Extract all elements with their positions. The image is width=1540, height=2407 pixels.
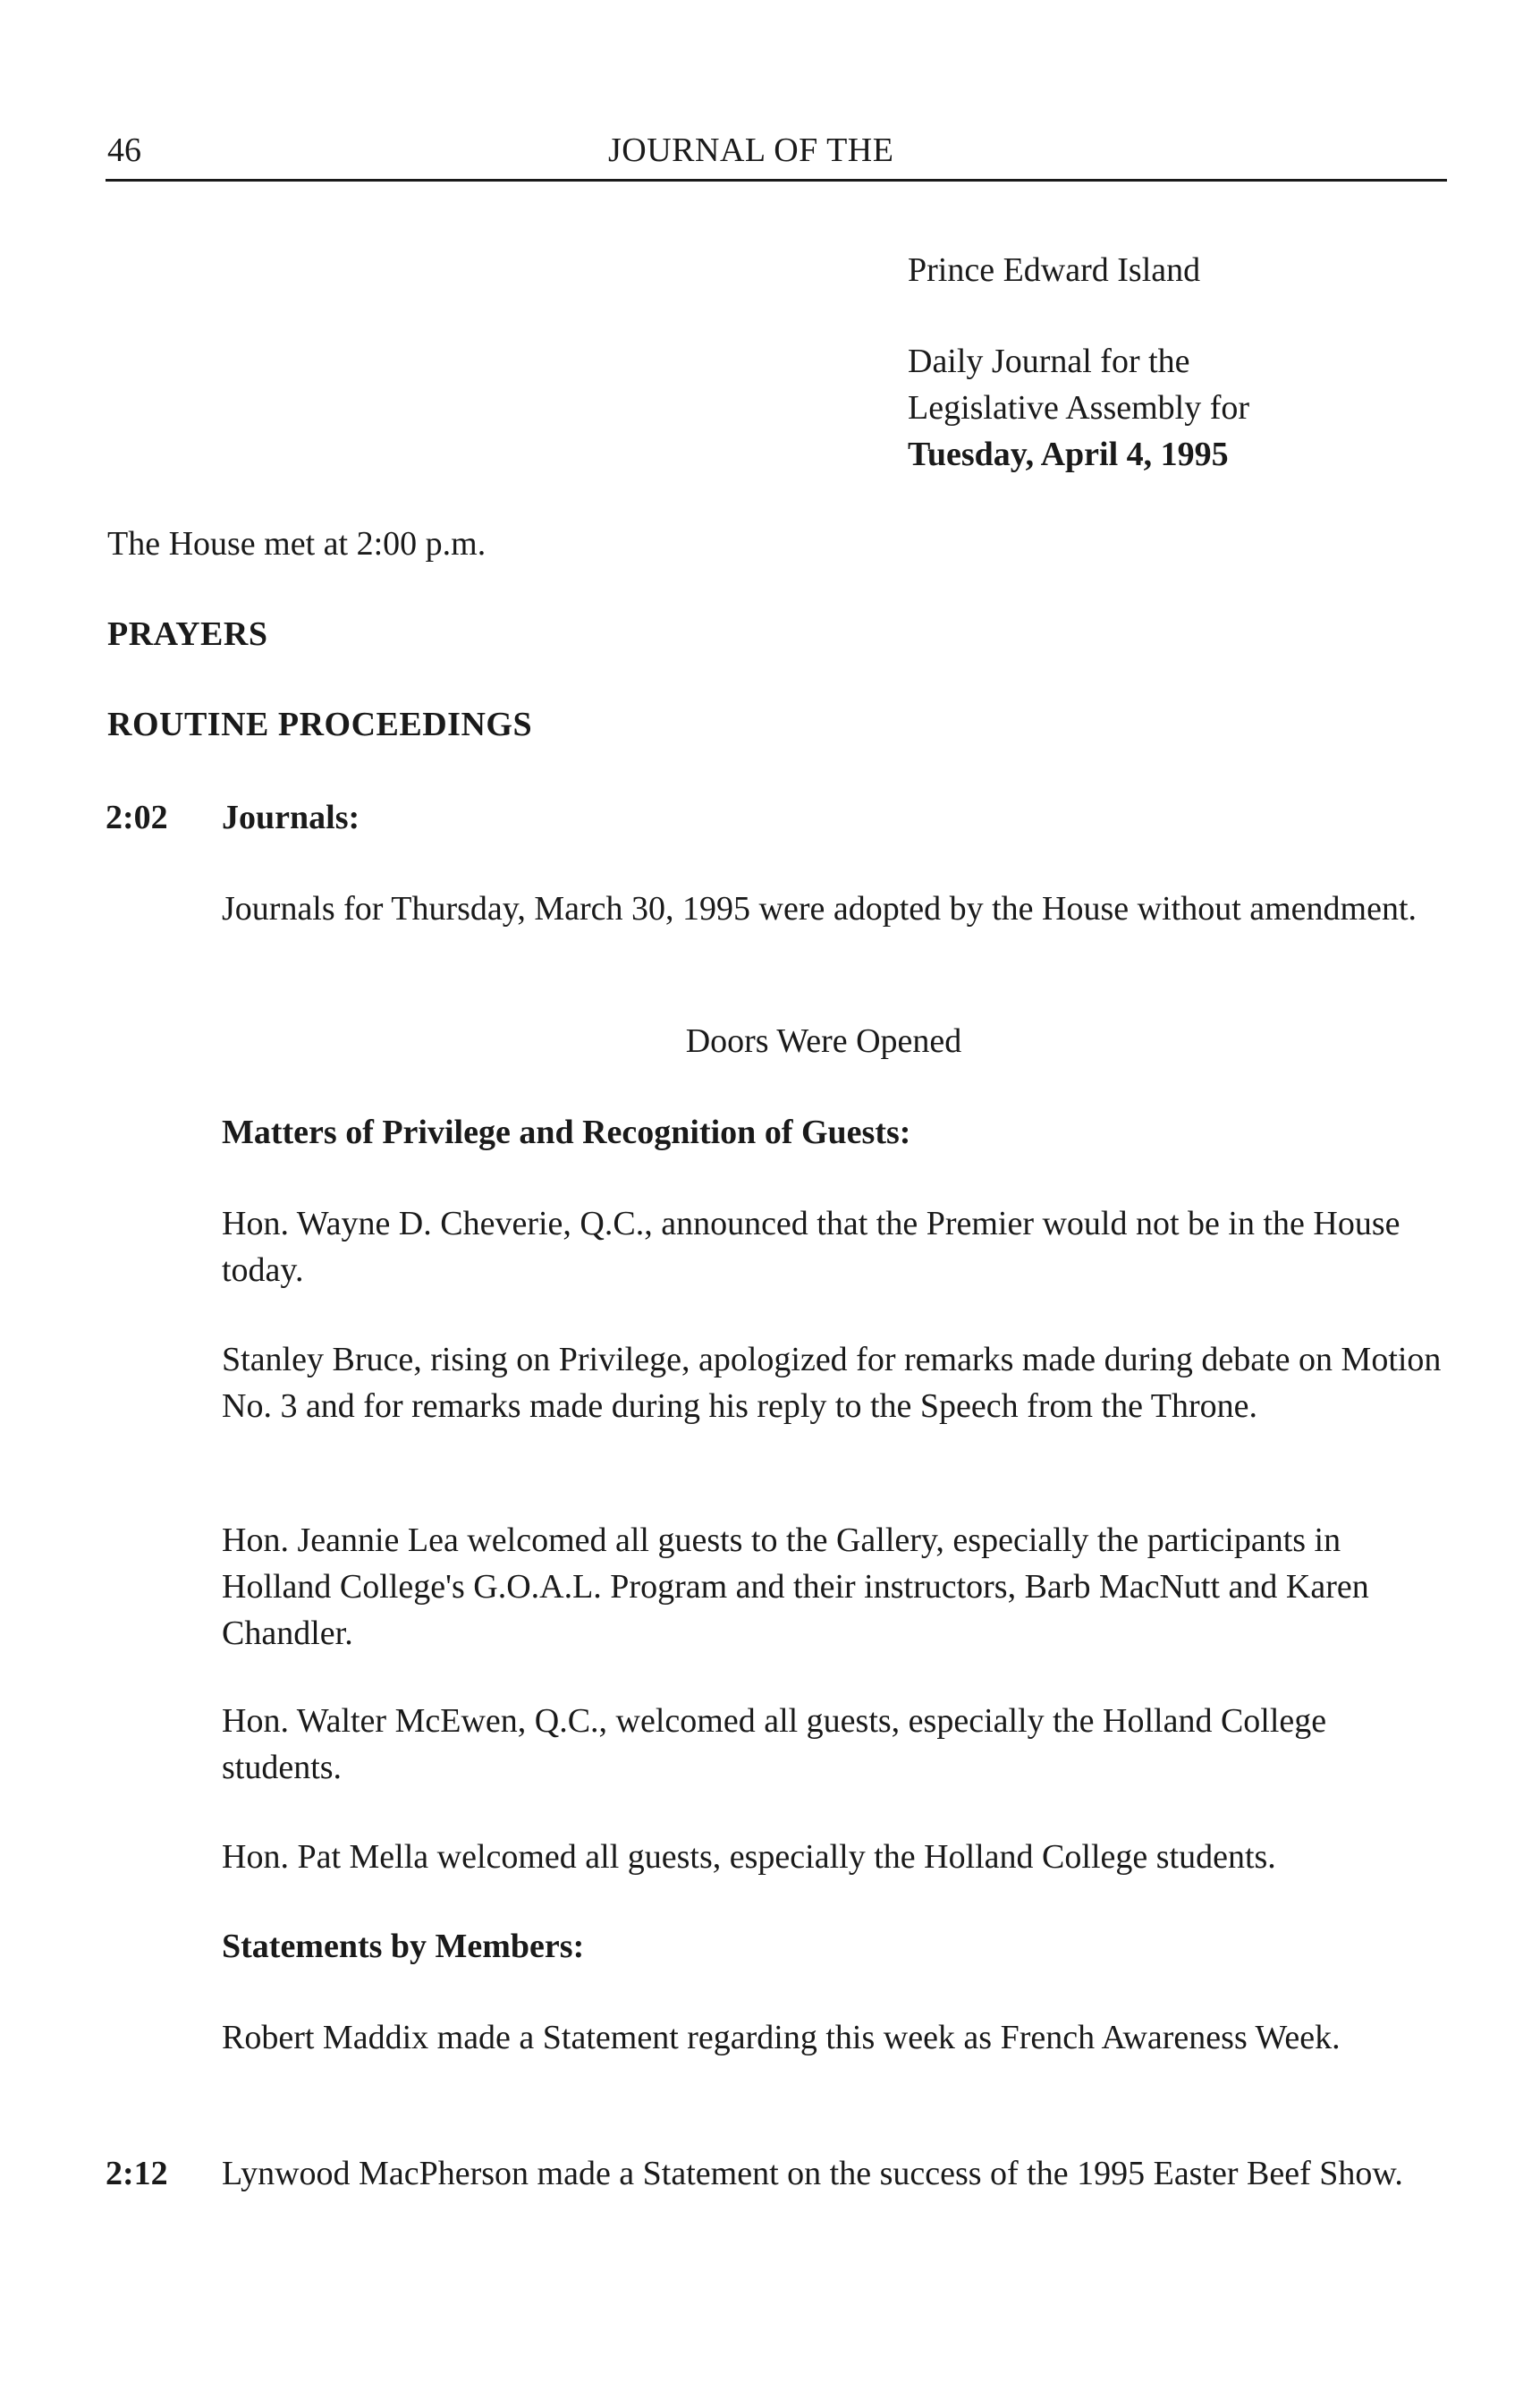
privilege-paragraph: Hon. Walter McEwen, Q.C., welcomed all guests, especially the Holland College students. <box>222 1702 1327 1786</box>
journal-title-line2: Legislative Assembly for <box>908 389 1250 427</box>
journal-date: Tuesday, April 4, 1995 <box>908 436 1229 473</box>
privilege-heading: Matters of Privilege and Recognition of Guests: <box>222 1114 911 1151</box>
province-name: Prince Edward Island <box>908 251 1201 289</box>
time-stamp: 2:02 <box>106 799 168 836</box>
statement-paragraph: Lynwood MacPherson made a Statement on the success of the 1995 Easter Beef Show. <box>222 2155 1403 2192</box>
statement-paragraph: Robert Maddix made a Statement regarding this week as French Awareness Week. <box>222 2019 1341 2056</box>
prayers-heading: PRAYERS <box>107 615 268 653</box>
time-stamp: 2:12 <box>106 2155 168 2192</box>
privilege-paragraph: Stanley Bruce, rising on Privilege, apologized for remarks made during debate on Motion No. 3 and for remarks made during his reply to the Speech from the Throne. <box>222 1341 1442 1425</box>
doors-opened-note: Doors Were Opened <box>685 1022 962 1060</box>
opening-time: The House met at 2:00 p.m. <box>107 525 487 563</box>
privilege-paragraph: Hon. Pat Mella welcomed all guests, especially the Holland College students. <box>222 1838 1276 1876</box>
journals-paragraph: Journals for Thursday, March 30, 1995 were adopted by the House without amendment. <box>222 890 1417 928</box>
statements-heading: Statements by Members: <box>222 1928 585 1965</box>
header-rule <box>106 179 1447 182</box>
journals-heading: Journals: <box>222 799 360 836</box>
page-number: 46 <box>107 131 141 169</box>
privilege-paragraph: Hon. Wayne D. Cheverie, Q.C., announced that the Premier would not be in the House today. <box>222 1205 1400 1289</box>
journal-title-line1: Daily Journal for the <box>908 343 1190 380</box>
privilege-paragraph: Hon. Jeannie Lea welcomed all guests to the Gallery, especially the participants in Holland College's G.O.A.L. Program and their instructors, Barb MacNutt and Karen Chandler. <box>222 1521 1369 1652</box>
running-head: JOURNAL OF THE <box>608 131 894 169</box>
routine-proceedings-heading: ROUTINE PROCEEDINGS <box>107 706 533 743</box>
